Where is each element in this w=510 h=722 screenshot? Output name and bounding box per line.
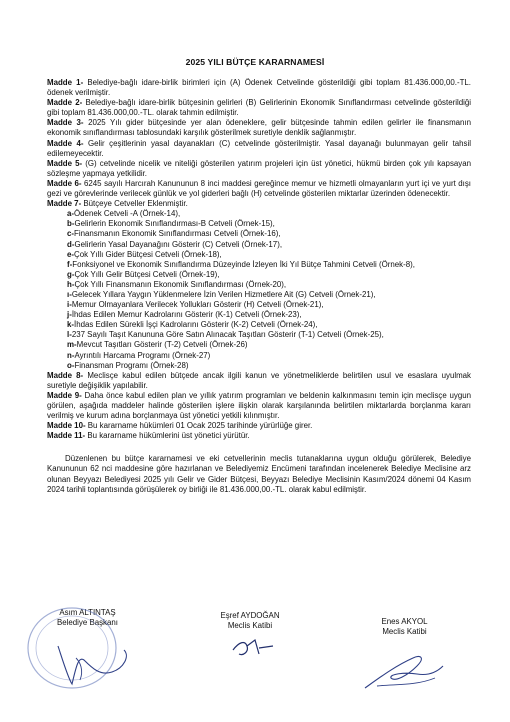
article-paragraph bbox=[47, 431, 471, 441]
item-text: 237 Sayılı Taşıt Kanununa Göre Satın Alınacak Taşıtları Gösterir (T-1) Cetveli (Örnek-25), bbox=[71, 330, 384, 340]
article-label: Madde 11- bbox=[47, 431, 86, 441]
attachment-item bbox=[67, 310, 471, 320]
item-letter: o- bbox=[67, 360, 75, 370]
article-label: Madde 3- bbox=[47, 118, 84, 128]
article-paragraph bbox=[47, 159, 471, 179]
article-label: Madde 6- bbox=[47, 178, 82, 188]
closing-paragraph: Düzenlenen bu bütçe kararnamesi ve eki cetvellerinin meclis tutanaklarına uygun olduğu görülerek, Belediye Kanununun 62 nci maddesine göre hazırlanan ve Belediyemiz Encümeni tarafından incelenerek Belediye Meclisine arz olunan Beyyazı Belediyesi 2025 yılı Gelir ve Gider Bütçesi, Beyyazı Belediye Meclisinin Kasım/2024 dönemi 04 Kasım 2024 tarihli toplantısında görüşülerek oy birliği ile 81.436.000,00.-TL. olarak kabul edilmiştir. bbox=[47, 454, 471, 494]
attachment-item bbox=[67, 240, 471, 250]
handwritten-signature bbox=[225, 632, 285, 662]
item-text: Ödenek Cetveli -A (Örnek-14), bbox=[74, 209, 181, 219]
item-text: Mevcut Taşıtları Gösterir (T-2) Cetveli (Örnek-26) bbox=[76, 340, 248, 350]
item-text: İhdas Edilen Sürekli İşçi Kadrolarını Gösterir (K-2) Cetveli (Örnek-24), bbox=[74, 320, 318, 330]
item-letter: i- bbox=[67, 300, 72, 310]
item-letter: ı- bbox=[67, 289, 72, 299]
item-text: Çok Yıllı Gider Bütçesi Cetveli (Örnek-18), bbox=[74, 249, 222, 259]
handwritten-signature bbox=[355, 648, 450, 698]
item-text: Finansman Programı (Örnek-28) bbox=[74, 360, 189, 370]
article-paragraph bbox=[47, 98, 471, 118]
item-letter: m- bbox=[67, 340, 77, 350]
article-text: Gelir çeşitlerinin yasal dayanakları (C) cetvelinde gösterilmiştir. Yasal dayanağı bulunmayan gelir tahsil edilemeyecektir. bbox=[47, 138, 472, 158]
attachment-item bbox=[67, 219, 471, 229]
article-text: Bu kararname hükümleri 01 Ocak 2025 tarihinde yürürlüğe girer. bbox=[85, 421, 313, 431]
attachment-item bbox=[67, 229, 471, 239]
article-paragraph bbox=[47, 139, 471, 159]
article-label: Madde 2- bbox=[47, 98, 83, 108]
item-letter: a- bbox=[67, 209, 75, 219]
article-text: Meclisçe kabul edilen bütçede ancak ilgili kanun ve yönetmeliklerde belirtilen usul ve esaslara uyulmak suretiyle değişiklik yapılabilir. bbox=[47, 370, 472, 390]
article-text: 2025 Yılı gider bütçesinde yer alan ödeneklere, gelir bütçesinde tahmin edilen gelirler ile finansmanın ekonomik sınıflandırması tablosundaki karşılık gösterilmek suretiyle denklik sağlanmıştır. bbox=[47, 118, 471, 138]
article-paragraph bbox=[47, 179, 471, 199]
article-text: Belediye-bağlı idare-birlik bütçesinin gelirleri (B) Gelirlerinin Ekonomik Sınıflandırması cetvelinde gösterildiği gibi toplam 81.436.000,00.-TL. olarak tahmin edilmiştir. bbox=[47, 98, 471, 118]
article-paragraph bbox=[47, 78, 471, 98]
attachment-item bbox=[67, 320, 471, 330]
attachment-item bbox=[67, 280, 471, 290]
article-paragraph bbox=[47, 391, 471, 421]
article-paragraph bbox=[47, 118, 471, 138]
article-paragraph bbox=[47, 199, 471, 209]
attachment-item bbox=[67, 290, 471, 300]
article-label: Madde 5- bbox=[47, 158, 83, 168]
item-letter: f- bbox=[67, 259, 73, 269]
item-letter: b- bbox=[67, 219, 75, 229]
attachment-item bbox=[67, 351, 471, 361]
article-label: Madde 7- bbox=[47, 199, 82, 209]
article-text: Bu kararname hükümlerini üst yönetici yürütür. bbox=[85, 431, 250, 441]
article-label: Madde 9- bbox=[47, 390, 82, 400]
item-letter: l- bbox=[67, 330, 72, 340]
attachment-item bbox=[67, 361, 471, 371]
attachment-list bbox=[47, 209, 471, 371]
signer-name: Eşref AYDOĞAN bbox=[220, 611, 280, 620]
article-text: Daha önce kabul edilen plan ve yıllık yatırım programları ve beldenin kalkınmasını temin için meclisçe uygun görülen, aşağıda maddeler halinde gösterilen işlere ilişkin olarak karşılanında belirtilen miktarlarda borçlanma kararı verilmiş ve kurum adına borçlanmaya üst yönetici yetkili kılınmıştır. bbox=[47, 390, 472, 421]
attachment-item bbox=[67, 340, 471, 350]
signer-name: Enes AKYOL bbox=[381, 617, 428, 626]
item-text: Çok Yıllı Gelir Bütçesi Cetveli (Örnek-19), bbox=[74, 269, 220, 279]
item-letter: g- bbox=[67, 269, 75, 279]
article-label: Madde 1- bbox=[47, 78, 84, 87]
article-paragraph bbox=[47, 421, 471, 431]
item-text: Çok Yıllı Finansmanın Ekonomik Sınıflandırması (Örnek-20), bbox=[74, 279, 287, 289]
item-text: Ayrıntılı Harcama Programı (Örnek-27) bbox=[74, 350, 211, 360]
article-label: Madde 8- bbox=[47, 370, 84, 380]
articles-block bbox=[47, 78, 471, 209]
article-label: Madde 10- bbox=[47, 421, 86, 431]
item-letter: c- bbox=[67, 229, 75, 239]
item-text: İhdas Edilen Memur Kadrolarını Gösterir (K-1) Cetveli (Örnek-23), bbox=[71, 310, 302, 320]
signer-role: Belediye Başkanı bbox=[57, 618, 118, 627]
signer-name: Asım ALTINTAŞ bbox=[59, 608, 116, 617]
document-body bbox=[47, 78, 471, 495]
item-letter: j- bbox=[67, 310, 72, 320]
attachment-item bbox=[67, 250, 471, 260]
article-paragraph bbox=[47, 371, 471, 391]
article-text: Bütçeye Cetveller Eklenmiştir. bbox=[81, 199, 188, 209]
article-text: (G) cetvelinde nicelik ve niteliği gösterilen yatırım projeleri için üst yönetici, hükmü birden çok yılı kapsayan sözleşme yapmaya yetkilidir. bbox=[47, 158, 471, 178]
item-letter: d- bbox=[67, 239, 75, 249]
attachment-item bbox=[67, 300, 471, 310]
item-text: Gelirlerin Yasal Dayanağını Gösterir (C) Cetveli (Örnek-17), bbox=[74, 239, 283, 249]
signer-role: Meclis Katibi bbox=[382, 627, 427, 636]
item-letter: e- bbox=[67, 249, 75, 259]
item-letter: n- bbox=[67, 350, 75, 360]
signature-block-clerk-2 bbox=[362, 617, 447, 637]
signer-role: Meclis Katibi bbox=[227, 621, 273, 630]
attachment-item bbox=[67, 330, 471, 340]
item-text: Fonksiyonel ve Ekonomik Sınıflandırma Düzeyinde İzleyen İki Yıl Bütçe Tahmini Cetveli (Örnek-8), bbox=[72, 259, 415, 269]
signature-block-clerk-1 bbox=[210, 611, 290, 631]
item-text: Finansmanın Ekonomik Sınıflandırması Cetveli (Örnek-16), bbox=[74, 229, 281, 239]
attachment-item bbox=[67, 270, 471, 280]
article-text: 6245 sayılı Harcırah Kanununun 8 inci maddesi gereğince memur ve hizmetli olmayanların yurt içi ve yurt dışı gezi ve görevlerinde verilecek günlük ve yol giderleri bağlı (H) cetvelinde gösterilen miktarlar üzerinden ödenecektir. bbox=[47, 178, 471, 199]
item-text: Gelecek Yıllara Yaygın Yüklenmelere İzin Verilen Hizmetlere Ait (G) Cetveli (Örnek-21), bbox=[71, 289, 376, 299]
article-label: Madde 4- bbox=[47, 138, 84, 148]
item-text: Gelirlerin Ekonomik Sınıflandırması-B Cetveli (Örnek-15), bbox=[74, 219, 275, 229]
article-text: Belediye-bağlı idare-birlik birimleri için (A) Ödenek Cetvelinde gösterildiği gibi toplam 81.436.000,00.-TL. ödenek verilmiştir. bbox=[47, 78, 471, 98]
attachment-item bbox=[67, 260, 471, 270]
document-title: 2025 YILI BÜTÇE KARARNAMESİ bbox=[185, 57, 325, 67]
official-seal-signature bbox=[20, 598, 160, 693]
attachment-item bbox=[67, 209, 471, 219]
item-letter: h- bbox=[67, 279, 75, 289]
item-text: Memur Olmayanlara Verilecek Yollukları Gösterir (H) Cetveli (Örnek-21), bbox=[71, 300, 324, 310]
articles-after-block bbox=[47, 371, 471, 442]
item-letter: k- bbox=[67, 320, 75, 330]
